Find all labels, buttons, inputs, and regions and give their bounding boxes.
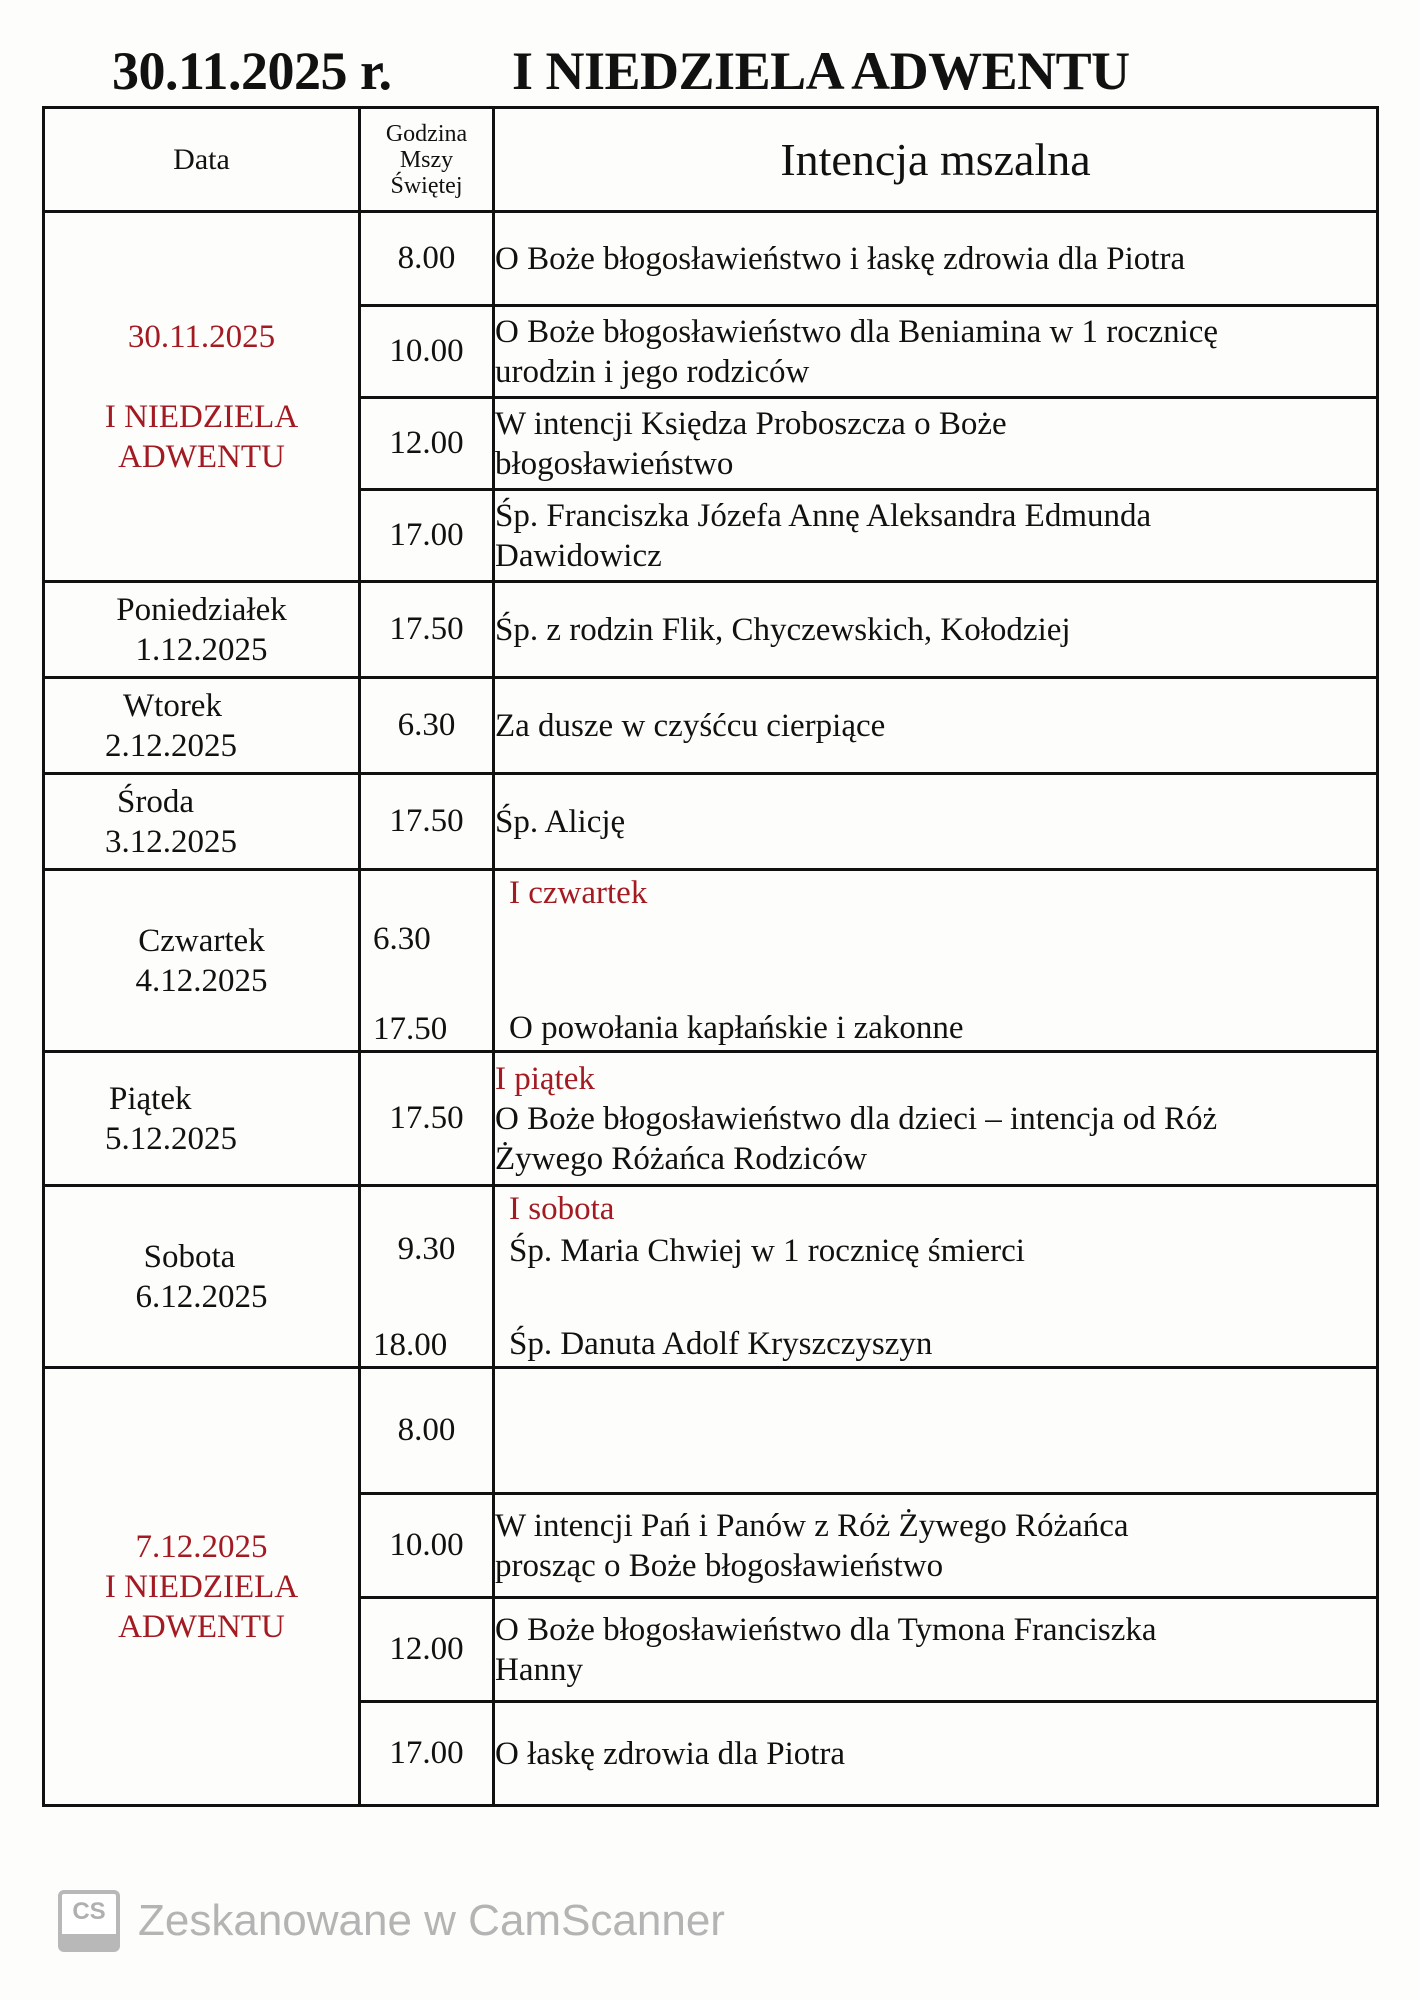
header-time-line: Świętej — [390, 172, 463, 199]
time-cell: 12.00 — [360, 1598, 494, 1702]
date-cell — [44, 582, 360, 678]
intention-cell — [494, 1598, 1378, 1702]
time-cell: 6.30 — [360, 678, 494, 774]
date-line: I NIEDZIELA — [104, 398, 299, 435]
time-value: 18.00 — [373, 1327, 448, 1363]
time-cell: 17.50 — [360, 582, 494, 678]
day-name: Sobota — [143, 1238, 236, 1275]
table-row — [44, 870, 1378, 1052]
date-line: ADWENTU — [118, 438, 285, 475]
title-feast: I NIEDZIELA ADWENTU — [512, 41, 1130, 101]
intention-line: O Boże błogosławieństwo dla Tymona Franciszka — [495, 1611, 1157, 1648]
date-line: 4.12.2025 — [135, 962, 268, 999]
intention-cell — [494, 774, 1378, 870]
day-note: I czwartek — [509, 875, 648, 911]
logo-bar — [62, 1934, 116, 1948]
date-cell — [44, 1052, 360, 1186]
time-cell: 17.00 — [360, 490, 494, 582]
date-cell — [44, 678, 360, 774]
day-name: Piątek — [109, 1080, 192, 1117]
date-cell — [44, 212, 360, 582]
camscanner-watermark — [58, 1890, 725, 1952]
date-line: 1.12.2025 — [135, 631, 268, 668]
intention-line: O Boże błogosławieństwo dla dzieci – intencja od Róż — [495, 1100, 1218, 1137]
date-line: 2.12.2025 — [105, 727, 237, 764]
spacer — [45, 357, 358, 397]
camscanner-logo-icon — [58, 1890, 120, 1952]
intention-line: O Boże błogosławieństwo dla Beniamina w 1 rocznicę — [495, 313, 1219, 350]
time-cell — [360, 1186, 494, 1368]
intention-line: Śp. z rodzin Flik, Chyczewskich, Kołodziej — [495, 611, 1071, 648]
intention-line: Za dusze w czyśćcu cierpiące — [495, 707, 886, 744]
time-cell: 12.00 — [360, 398, 494, 490]
intention-cell — [494, 1494, 1378, 1598]
intention-cell — [494, 1186, 1378, 1368]
logo-text: CS — [72, 1898, 106, 1925]
intention-line: Żywego Różańca Rodziców — [495, 1140, 868, 1177]
date-line: 7.12.2025 — [135, 1528, 268, 1565]
intention-cell — [494, 870, 1378, 1052]
time-cell: 17.50 — [360, 774, 494, 870]
table-row — [44, 678, 1378, 774]
day-note: I piątek — [495, 1060, 595, 1097]
intention-cell — [494, 398, 1378, 490]
date-line: 30.11.2025 — [127, 318, 276, 355]
time-cell: 8.00 — [360, 212, 494, 306]
date-cell — [44, 1186, 360, 1368]
intention-cell — [494, 1368, 1378, 1494]
table-row — [44, 1368, 1378, 1494]
date-cell — [44, 870, 360, 1052]
page-title — [112, 40, 1130, 102]
table-row — [44, 582, 1378, 678]
intention-cell — [494, 306, 1378, 398]
time-cell: 17.50 — [360, 1052, 494, 1186]
intention-line: prosząc o Boże błogosławieństwo — [495, 1547, 944, 1584]
time-cell: 17.00 — [360, 1702, 494, 1806]
intention-line: W intencji Pań i Panów z Róż Żywego Różańca — [495, 1507, 1129, 1544]
time-cell — [360, 870, 494, 1052]
day-name: Poniedziałek — [116, 591, 287, 628]
day-name: Środa — [117, 783, 194, 820]
intention-line: O powołania kapłańskie i zakonne — [509, 1010, 964, 1046]
intention-cell — [494, 1052, 1378, 1186]
table-header-row — [44, 108, 1378, 212]
table-row — [44, 212, 1378, 306]
table-row — [44, 1052, 1378, 1186]
table-row — [44, 774, 1378, 870]
intention-line: W intencji Księdza Proboszcza o Boże — [495, 405, 1007, 442]
time-value: 6.30 — [373, 921, 431, 957]
intention-line: urodzin i jego rodziców — [495, 353, 810, 390]
date-cell — [44, 774, 360, 870]
intention-line: Śp. Alicję — [495, 803, 626, 840]
title-date: 30.11.2025 r. — [112, 41, 392, 101]
day-name: Czwartek — [138, 922, 265, 959]
intention-cell — [494, 212, 1378, 306]
time-cell: 10.00 — [360, 1494, 494, 1598]
intention-cell — [494, 490, 1378, 582]
column-header-date: Data — [44, 108, 360, 212]
date-line: ADWENTU — [118, 1608, 285, 1645]
time-cell: 8.00 — [360, 1368, 494, 1494]
intention-line: Śp. Danuta Adolf Kryszczyszyn — [509, 1326, 933, 1362]
date-cell — [44, 1368, 360, 1806]
date-line: 3.12.2025 — [105, 823, 237, 860]
table-row — [44, 1186, 1378, 1368]
column-header-time — [360, 108, 494, 212]
intention-line: Śp. Maria Chwiej w 1 rocznicę śmierci — [509, 1233, 1025, 1269]
column-header-intention: Intencja mszalna — [494, 108, 1378, 212]
intention-line: Hanny — [495, 1651, 583, 1688]
date-line: 5.12.2025 — [105, 1120, 237, 1157]
intention-line: O Boże błogosławieństwo i łaskę zdrowia dla Piotra — [495, 240, 1186, 277]
mass-schedule-table — [42, 106, 1379, 1807]
day-name: Wtorek — [123, 687, 222, 724]
intention-cell — [494, 1702, 1378, 1806]
time-value: 17.50 — [373, 1011, 448, 1047]
header-time-line: Godzina — [385, 120, 468, 147]
time-value: 9.30 — [397, 1231, 456, 1267]
header-time-line: Mszy — [399, 146, 454, 173]
day-note: I sobota — [509, 1191, 615, 1227]
intention-line: Dawidowicz — [495, 537, 662, 574]
intention-line: Śp. Franciszka Józefa Annę Aleksandra Edmunda — [495, 497, 1152, 534]
watermark-text: Zeskanowane w CamScanner — [138, 1896, 725, 1945]
intention-line: O łaskę zdrowia dla Piotra — [495, 1735, 846, 1772]
time-cell: 10.00 — [360, 306, 494, 398]
intention-cell — [494, 582, 1378, 678]
date-line: 6.12.2025 — [135, 1278, 268, 1315]
intention-line: błogosławieństwo — [495, 445, 734, 482]
intention-cell — [494, 678, 1378, 774]
date-line: I NIEDZIELA — [104, 1568, 299, 1605]
